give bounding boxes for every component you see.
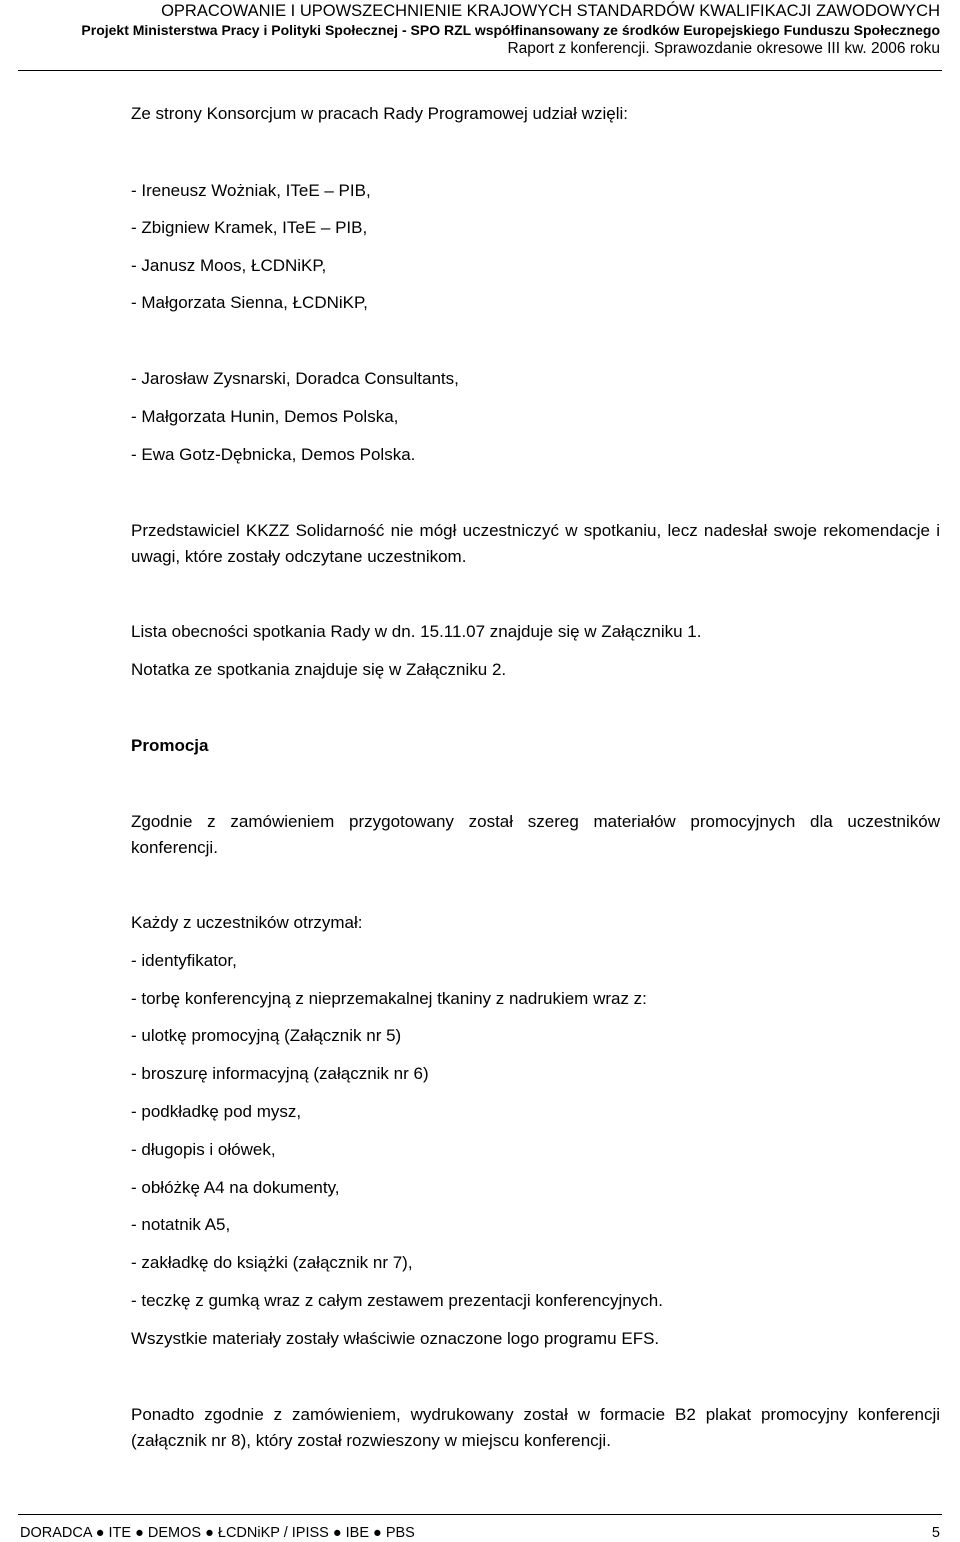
participant-item: - Małgorzata Hunin, Demos Polska, bbox=[131, 407, 399, 426]
list-item: - teczkę z gumką wraz z całym zestawem prezentacji konferencyjnych. bbox=[131, 1291, 663, 1310]
list-item: - podkładkę pod mysz, bbox=[131, 1102, 302, 1121]
list-item: - identyfikator, bbox=[131, 951, 237, 970]
footer-partners: DORADCA ● ITE ● DEMOS ● ŁCDNiKP / IPISS ● IBE ● PBS bbox=[20, 1525, 415, 1541]
list-item: - broszurę informacyjną (załącznik nr 6) bbox=[131, 1064, 429, 1083]
meeting-notes-reference: Notatka ze spotkania znajduje się w Załączniku 2. bbox=[131, 660, 507, 679]
participant-item: - Ireneusz Wożniak, ITeE – PIB, bbox=[131, 181, 371, 200]
attendance-note: Lista obecności spotkania Rady w dn. 15.11.07 znajduje się w Załączniku 1. bbox=[131, 622, 702, 641]
header-report: Raport z konferencji. Sprawozdanie okresowe III kw. 2006 roku bbox=[507, 40, 940, 57]
kkzz-note-paragraph: Przedstawiciel KKZZ Solidarność nie mógł uczestniczyć w spotkaniu, lecz nadesłał swoje rekomendacje i uwagi, które zostały odczytane uczestnikom. bbox=[131, 521, 940, 566]
participant-item: - Ewa Gotz-Dębnicka, Demos Polska. bbox=[131, 445, 416, 464]
participant-item: - Jarosław Zysnarski, Doradca Consultants, bbox=[131, 369, 459, 388]
section-heading-promocja: Promocja bbox=[131, 736, 209, 755]
page-number: 5 bbox=[931, 1525, 940, 1541]
footer-divider bbox=[18, 1514, 942, 1515]
header-divider bbox=[18, 70, 942, 71]
materials-marked-note: Wszystkie materiały zostały właściwie oznaczone logo programu EFS. bbox=[131, 1329, 660, 1348]
each-received-label: Każdy z uczestników otrzymał: bbox=[131, 913, 363, 932]
participant-item: - Małgorzata Sienna, ŁCDNiKP, bbox=[131, 293, 368, 312]
promo-intro-paragraph: Zgodnie z zamówieniem przygotowany został szereg materiałów promocyjnych dla uczestników konferencji. bbox=[131, 812, 940, 857]
list-item: - zakładkę do książki (załącznik nr 7), bbox=[131, 1253, 413, 1272]
list-item: - obłóżkę A4 na dokumenty, bbox=[131, 1178, 340, 1197]
list-item: - torbę konferencyjną z nieprzemakalnej tkaniny z nadrukiem wraz z: bbox=[131, 989, 647, 1008]
poster-paragraph: Ponadto zgodnie z zamówieniem, wydrukowany został w formacie B2 plakat promocyjny konferencji (załącznik nr 8), który został rozwieszony w miejscu konferencji. bbox=[131, 1405, 940, 1450]
participants-intro: Ze strony Konsorcjum w pracach Rady Programowej udział wzięli: bbox=[131, 104, 628, 123]
list-item: - długopis i ołówek, bbox=[131, 1140, 276, 1159]
list-item: - notatnik A5, bbox=[131, 1215, 231, 1234]
list-item: - ulotkę promocyjną (Załącznik nr 5) bbox=[131, 1026, 402, 1045]
header-title: OPRACOWANIE I UPOWSZECHNIENIE KRAJOWYCH STANDARDÓW KWALIFIKACJI ZAWODOWYCH bbox=[161, 2, 940, 20]
header-project: Projekt Ministerstwa Pracy i Polityki Społecznej - SPO RZL współfinansowany ze środków Europejskiego Funduszu Społecznego bbox=[81, 22, 940, 38]
participant-item: - Zbigniew Kramek, ITeE – PIB, bbox=[131, 218, 368, 237]
participant-item: - Janusz Moos, ŁCDNiKP, bbox=[131, 256, 327, 275]
